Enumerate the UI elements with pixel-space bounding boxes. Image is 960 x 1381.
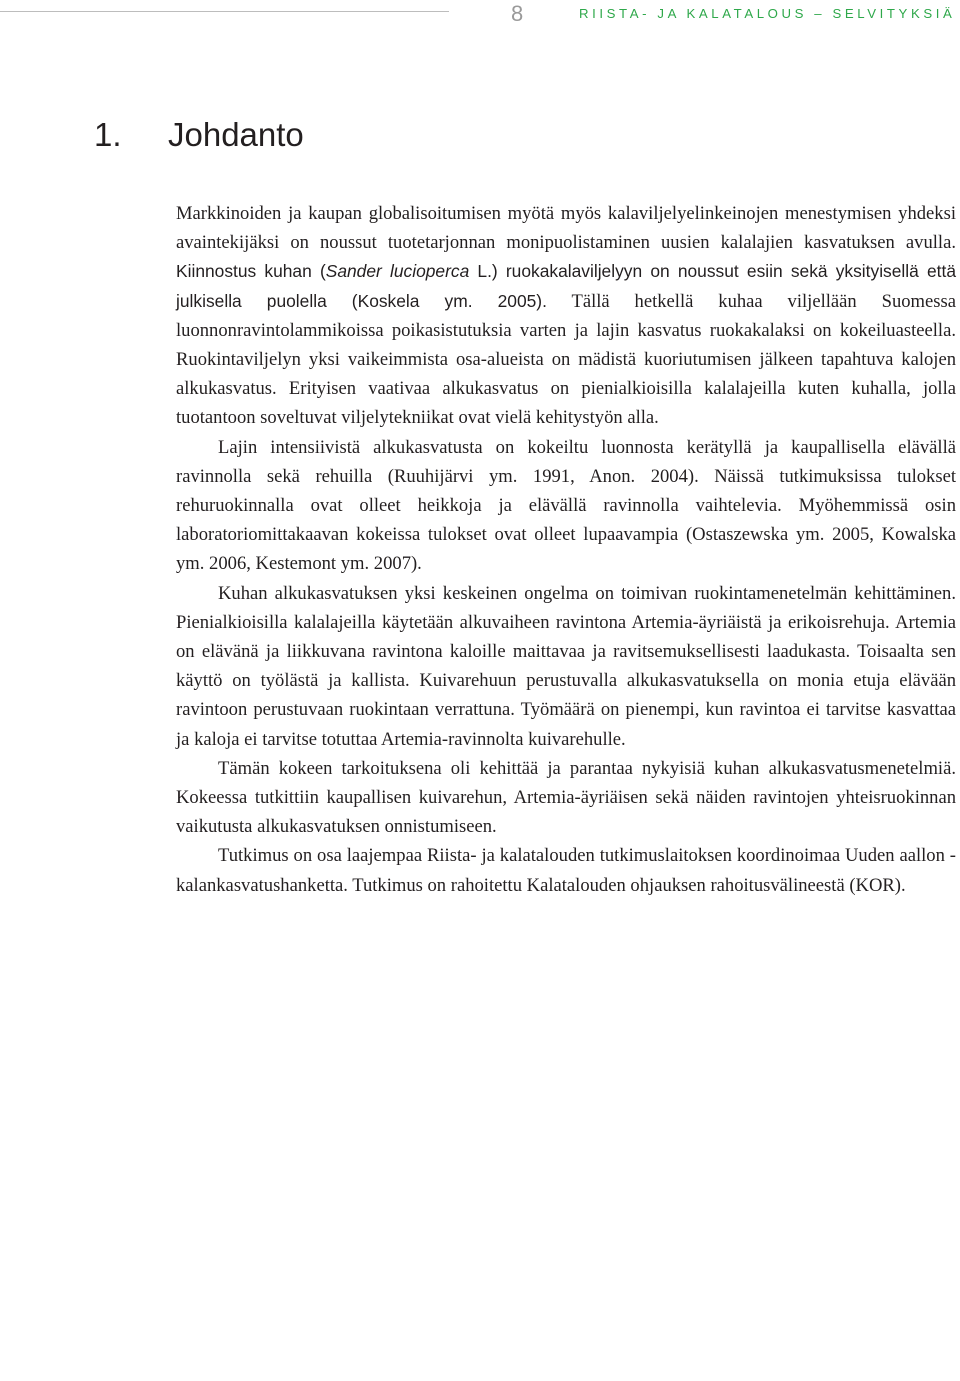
chapter-title: Johdanto	[168, 116, 304, 153]
chapter-number: 1.	[94, 116, 122, 153]
paragraph-2: Lajin intensiivistä alkukasvatusta on kokeiltu luonnosta kerätyllä ja kaupallisella elävällä ravinnolla sekä rehuilla (Ruuhijärvi ym. 1991, Anon. 2004). Näissä tutkimuksissa tulokset rehuruokinnalla ovat olleet heikkoja ja elävällä ravinnolla vaihtelevia. Myöhemmissä osin laboratoriomittakaavan kokeissa tulokset ovat olleet lupaavampia (Ostaszewska ym. 2005, Kowalska ym. 2006, Kestemont ym. 2007).	[176, 436, 956, 575]
page-number: 8	[511, 1, 524, 26]
paragraph-1	[176, 199, 956, 433]
chapter-heading	[94, 113, 304, 157]
body-text	[176, 199, 956, 900]
paragraph-5: Tutkimus on osa laajempaa Riista- ja kalatalouden tutkimuslaitoksen koordinoimaa Uuden aallon - kalankasvatushanketta. Tutkimus on rahoitettu Kalatalouden ohjauksen rahoitusvälineestä (KOR).	[176, 845, 956, 896]
paragraph-1-part-b1: Kiinnostus kuhan (	[176, 261, 326, 282]
paragraph-1-part-c: Tällä hetkellä kuhaa viljellään Suomessa luonnonravintolammikoissa poikasistutuksia varten ja lajin kasvatus ruokakalaksi on kokeiluasteella. Ruokintaviljelyn yksi vaikeimmista osa-alueista on mädistä kuoriutumisen jälkeen tapahtuva kalojen alkukasvatus. Erityisen vaativaa alkukasvatus on pienialkioisilla kalalajeilla kuten kuhalla, jolla tuotantoon soveltuvat viljelytekniikat ovat vielä kehitystyön alla.	[176, 290, 956, 429]
species-name: Sander lucioperca	[325, 261, 470, 282]
running-header: RIISTA- JA KALATALOUS – SELVITYKSIÄ	[579, 6, 956, 21]
paragraph-1-part-a: Markkinoiden ja kaupan globalisoitumisen myötä myös kalaviljelyelinkeinojen menestymisen yhdeksi avaintekijäksi on noussut tuotetarjonnan monipuolistaminen uusien kalalajien kasvatuksen avulla.	[176, 203, 956, 254]
paragraph-3: Kuhan alkukasvatuksen yksi keskeinen ongelma on toimivan ruokintamenetelmän kehittäminen. Pienialkioisilla kalalajeilla käytetään alkuvaiheen ravintona Artemia-äyriäistä ja erikoisrehuja. Artemia on elävänä ja liikkuvana ravintona kaloille maittavaa ja ravitsemuksellisesti laadukasta. Toisaalta sen käyttö on työlästä ja kallista. Kuivarehuun perustuvalla alkukasvatuksella on monia etuja elävään ravintoon perustuvaan ruokintaan verrattuna. Työmäärä on pienempi, kun ravintoa ei tarvitse kasvattaa ja kaloja ei tarvitse totuttaa Artemia-ravinnolta kuivarehulle.	[176, 582, 956, 750]
paragraph-4: Tämän kokeen tarkoituksena oli kehittää ja parantaa nykyisiä kuhan alkukasvatusmenetelmiä. Kokeessa tutkittiin kaupallisen kuivarehun, Artemia-äyriäisen sekä näiden ravintojen yhteisruokinnan vaikutusta alkukasvatuksen onnistumiseen.	[176, 757, 956, 838]
header-rule	[0, 11, 449, 12]
paragraph-1-part-b2: L.) ruokakalaviljelyyn on noussut esiin sekä yksityisellä että julkisella puolella (Koskela ym. 2005).	[176, 261, 956, 311]
